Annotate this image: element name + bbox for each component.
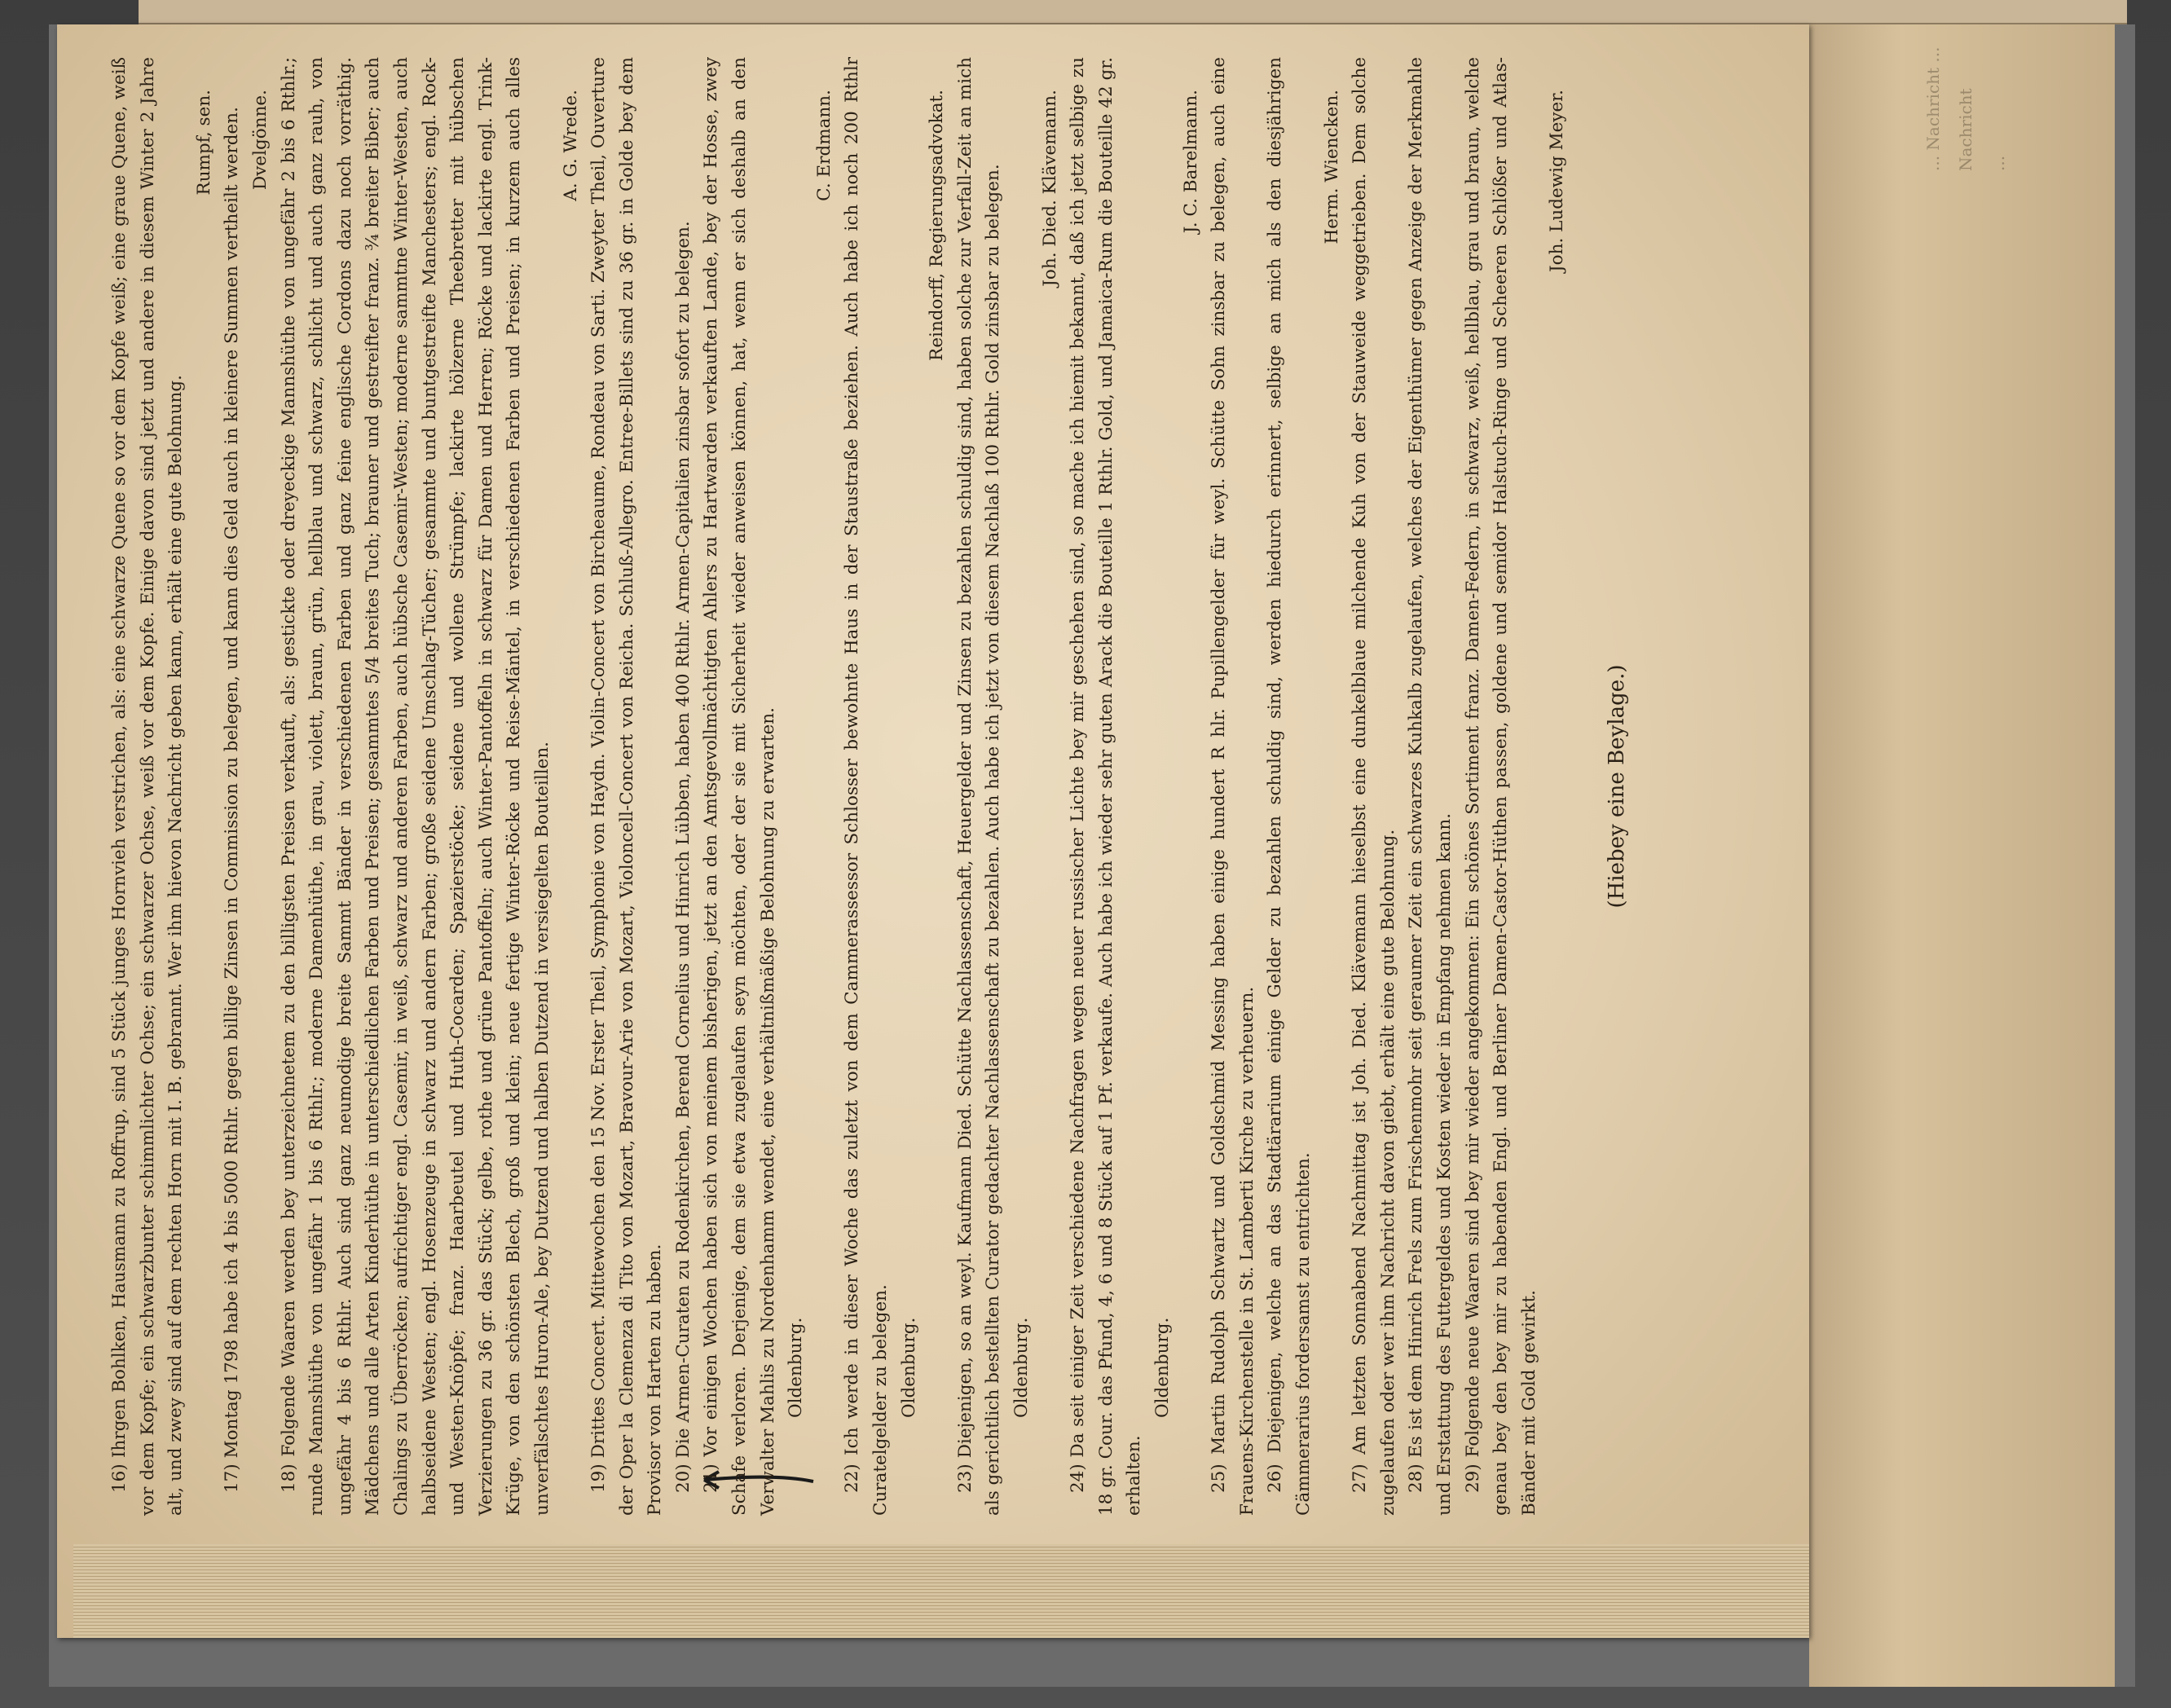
item-26 (1262, 57, 1346, 1516)
item-28 (1403, 57, 1459, 1516)
adjacent-page-line: ... Nachricht ... (1923, 46, 1943, 171)
notice-place: Oldenburg. (1011, 1317, 1032, 1418)
adjacent-page (1809, 24, 2115, 1687)
notice-signature: Joh. Died. Klävemann. (1039, 90, 1060, 287)
item-21 (698, 57, 839, 1516)
item-29 (1460, 57, 1572, 1516)
item-25 (1205, 57, 1262, 1516)
notice-signature: Joh. Ludewig Meyer. (1547, 90, 1568, 272)
notice-text: 17) Montag 1798 habe ich 4 bis 5000 Rthlr. gegen billige Zinsen in Commission zu belegen, und kann dies Geld auch in kleinere Summen vertheilt werden. (222, 107, 243, 1493)
notice-signature: Herm. Wiencken. (1321, 90, 1342, 244)
notice-text: 20) Die Armen-Curaten zu Rodenkirchen, Berend Cornelius und Hinrich Lübben, haben 400 Rthlr. Armen-Capitalien zinsbar sofort zu belegen. (672, 221, 694, 1493)
item-22 (839, 57, 951, 1516)
notice-place: Oldenburg. (786, 1317, 807, 1418)
item-18 (275, 57, 586, 1516)
adjacent-page-line: ... (1988, 155, 2008, 171)
notice-text: 16) Ihrgen Bohlken, Hausmann zu Roffrup, sind 5 Stück junges Hornvieh verstrichen, als: eine schwarze Quene so vor dem Kopfe weiß; eine graue Quene, weiß vor dem Kopfe; ein schwarzbunter schimmlichter Ochse; ein schwarzer Ochse, weiß vor dem Kopfe. Einige davon sind jetzt und andere in diesem Winter 2 Jahre alt, und zwey sind auf dem rechten Horn mit I. B. gebrannt. Wer ihm hievon Nachricht geben kann, erhält eine gute Belohnung. (109, 57, 187, 1516)
notice-text: 26) Diejenigen, welche an das Stadtärarium einige Gelder zu bezahlen schuldig sind, werden hiedurch erinnert, selbige an mich als den diesjährigen Cämmerarius fordersamst zu entrichten. (1265, 57, 1314, 1516)
notice-place: Oldenburg. (898, 1317, 919, 1418)
notice-signature: Dvelgönne. (249, 90, 271, 190)
item-17 (218, 57, 275, 1516)
supplement-note: (Hiebey eine Beylage.) (1604, 664, 1629, 909)
item-20 (670, 57, 698, 1516)
notice-text: 19) Drittes Concert. Mittewochen den 15 Nov. Erster Theil, Symphonie von Haydn. Violin-Concert von Bircheaume, Rondeau von Sarti. Zweyter Theil, Ouverture der Oper la Clemenza di Tito von Mozart, Bravour-Arie von Mozart, Violoncell-Concert von Reicha. Schluß-Allegro. Entree-Billets sind zu 36 gr. in Golde bey dem Provisor von Harten zu haben. (588, 57, 666, 1516)
notice-signature: Reindorff, Regierungsadvokat. (927, 90, 948, 361)
notice-text: 29) Folgende neue Waaren sind bey mir wieder angekommen: Ein schönes Sortiment franz. Damen-Federn, in schwarz, weiß, hellblau, grau und braun, welche genau bey den bey mir zu habenden Engl. und Berliner Damen-Castor-Hüthen passen, goldene und semidor Halstuch-Ringe und Scheeren Schlößer und Atlas-Bänder mit Gold gewirkt. (1462, 57, 1539, 1516)
adjacent-page-line: Nachricht (1956, 88, 1975, 171)
notice-text: 21) Vor einigen Wochen haben sich von meinem bisherigen, jetzt an den Amtsgevollmächtigten Ahlers zu Hartwarden verkauften Lande, bey der Hosse, zwey Schafe verloren. Derjenige, dem sie etwa zugelaufen seyn möchten, oder der sie mit Sicherheit wieder anweisen können, hat, wenn er sich deshalb an den Verwalter Mahlis zu Nordenhamm wendet, eine verhältnißmäßige Belohnung zu erwarten. (701, 57, 778, 1516)
adjacent-page-text (1899, 8, 2045, 187)
notice-text: 24) Da seit einiger Zeit verschiedene Nachfragen wegen neuer russischer Lichte bey mir geschehen sind, so mache ich hiemit bekannt, daß ich jetzt selbige zu 18 gr. Cour. das Pfund, 4, 6 und 8 Stück auf 1 Pf. verkaufe. Auch habe ich wieder sehr guten Arack die Bouteille 1 Rthlr. Gold, und Jamaica-Rum die Bouteille 42 gr. erhalten. (1068, 57, 1145, 1516)
notice-text: 28) Es ist dem Hinrich Frels zum Frischenmohr seit geraumer Zeit ein schwarzes Kuhkalb zugelaufen, welches der Eigenthümer gegen Anzeige der Merkmahle und Erstattung des Futtergeldes und Kosten wieder in Empfang nehmen kann. (1406, 57, 1455, 1516)
page-stack-edges (73, 1544, 1809, 1638)
notice-text: 22) Ich werde in dieser Woche das zuletzt von dem Cammerassessor Schlosser bewohnte Haus in der Staustraße beziehen. Auch habe ich noch 200 Rthlr Curatelgelder zu belegen. (842, 57, 892, 1516)
notice-signature: C. Erdmann. (813, 90, 834, 201)
item-24 (1064, 57, 1205, 1516)
item-27 (1346, 57, 1403, 1516)
notice-signature: J. C. Barelmann. (1180, 90, 1201, 234)
item-19 (585, 57, 670, 1516)
item-16 (106, 57, 218, 1516)
item-23 (952, 57, 1064, 1516)
notice-text: 18) Folgende Waaren werden bey unterzeichnetem zu den billigsten Preisen verkauft, als: gestickte oder dreyeckige Mannshüthe von ungefähr 2 bis 6 Rthlr.; runde Mannshüthe von ungefähr 1 bis 6 Rthlr.; moderne Damenhüthe, in grau, violett, braun, grün, hellblau und schwarz, schlicht und auch ganz rauh, von ungefähr 4 bis 6 Rthlr. Auch sind ganz neumodige breite Sammt Bänder in verschiedenen Farben und ganz feine englische Cordons dazu noch vorräthig. Mädchens und alle Arten Kinderhüthe in unterschiedlichen Farben und Preisen; gesammtes 5/4 breites Tuch; brauner und gestreifter franz. ¾ breiter Biber; auch Chalings zu Überröcken; aufrichtiger engl. Casemir, in weiß, schwarz und anderen Farben, auch hübsche Casemir-Westen; moderne sammtne Winter-Westen, auch halbseidene Westen; engl. Hosenzeuge in schwarz und andern Farben; große seidene Umschlag-Tücher; gesammte und buntgestreifte Manchesters; engl. Rock- und Westen-Knöpfe; franz. Haarbeutel und Huth-Cocarden; Spazierstöcke; seidene und wollene Strümpfe; lackirte hölzerne Theebretter mit hübschen Verzierungen zu 36 gr. das Stück; gelbe, rothe und grüne Pantoffeln; auch Winter-Pantoffeln in schwarz für Damen und Herren; Röcke und lackirte engl. Trink-Krüge, von den schönsten Blech, groß und klein; neue fertige Winter-Röcke und Reise-Mäntel, in verschiedenen Farben und Preisen; in kurzem auch alles unverfälschtes Huron-Ale, bey Dutzend und halben Dutzend in versiegelten Bouteillen. (278, 57, 553, 1516)
underlying-page-edge (139, 0, 2127, 24)
page-text-column (106, 57, 1629, 1516)
notice-text: 25) Martin Rudolph Schwartz und Goldschmid Messing haben einige hundert R hlr. Pupillengelder für weyl. Schütte Sohn zinsbar zu belegen, auch eine Frauens-Kirchenstelle in St. Lamberti Kirche zu verheuern. (1209, 57, 1257, 1516)
notice-signature: Rumpf, sen. (193, 90, 214, 196)
notice-text: 27) Am letzten Sonnabend Nachmittag ist Joh. Died. Klävemann hieselbst eine dunkelblaue milchende Kuh von der Stauweide weggetrieben. Dem solche zugelaufen oder wer ihm Nachricht davon giebt, erhält eine gute Belohnung. (1350, 57, 1398, 1516)
notice-text: 23) Diejenigen, so an weyl. Kaufmann Died. Schütte Nachlassenschaft, Heuergelder und Zinsen zu bezahlen schuldig sind, haben solche zur Verfall-Zeit an mich als gerichtlich bestellten Curator gedachter Nachlassenschaft zu bezahlen. Auch habe ich jetzt von diesem Nachlaß 100 Rthlr. Gold zinsbar zu belegen. (954, 57, 1004, 1516)
notice-signature: A. G. Wrede. (560, 90, 581, 201)
notice-place: Oldenburg. (1152, 1317, 1173, 1418)
